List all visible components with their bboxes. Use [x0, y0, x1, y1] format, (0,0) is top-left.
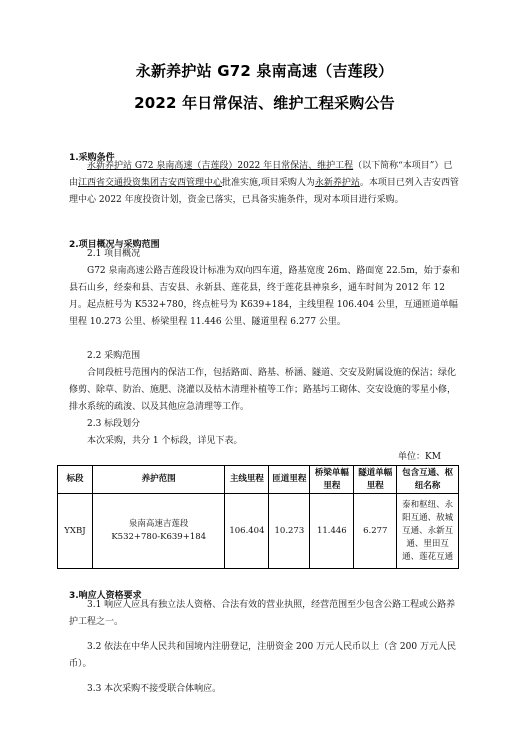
- section1-heading: 1.采购条件: [69, 153, 115, 163]
- document-title-line2: 2022 年日常保洁、维护工程采购公告: [134, 94, 395, 112]
- cell-scope-line2: K532+780-K639+184: [111, 532, 207, 542]
- table-header: 标段: [58, 466, 93, 494]
- table-header: 隧道单幅里程: [354, 466, 397, 494]
- cell-interchanges: 泰和枢纽、永阳互通、敖城互通、永新互通、里田互通、莲花互通: [397, 494, 459, 569]
- section2-heading: 2.项目概况与采购范围: [69, 240, 160, 250]
- cell-section: YXBJ: [58, 494, 93, 569]
- section2-division-text: 本次采购，共分 1 个标段，详见下表。: [87, 436, 243, 446]
- table-row: [58, 494, 459, 569]
- cell-ramp: 10.273: [269, 494, 310, 569]
- cell-bridge: 11.446: [310, 494, 354, 569]
- table-header: 桥梁单幅里程: [310, 466, 354, 494]
- section2-sub1: 2.1 项目概况: [87, 249, 141, 259]
- project-name-link: 永新养护站 G72 泉南高速（吉莲段）2022 年日常保洁、维护工程: [87, 161, 354, 171]
- section2-sub2: 2.2 采购范围: [87, 351, 141, 361]
- table-header: 包含互通、枢纽名称: [397, 466, 459, 494]
- section1-text-b: 批准实施,项目采购人为: [222, 178, 315, 188]
- cell-scope-line1: 泉南高速吉莲段: [128, 519, 189, 529]
- section3-item1: 3.1 响应人应具有独立法人资格、合法有效的营业执照，经营范围至少包含公路工程或公路养护工程之一。: [69, 600, 456, 627]
- approver-name: 江西省交通投资集团吉安西管理中心: [78, 178, 223, 188]
- section1-text-a: （以下简称“本项目”）已由: [69, 161, 453, 188]
- section3-item2: 3.2 依法在中华人民共和国境内注册登记，注册资金 200 万元人民币以上（含 200 万元人民币）。: [69, 642, 456, 669]
- section2-overview: G72 泉南高速公路吉莲段设计标准为双向四车道，路基宽度 26m、路面宽 22.5m，始于泰和县石山乡，经泰和县、吉安县、永新县、莲花县，终于莲花县神泉乡，通车时间为 2012 年 12 月。起点桩号为 K532+780，终点桩号为 K639+184，主线里程 106.404 公里，互通匝道单幅里程 10.273 公里、桥梁里程 11.446 公里、隧道里程 6.277 公里。: [69, 266, 460, 327]
- table-header: 养护范围: [92, 466, 225, 494]
- table-header: 主线里程: [225, 466, 269, 494]
- document-title-line1: 永新养护站 G72 泉南高速（吉莲段）: [135, 62, 394, 80]
- section2-sub3: 2.3 标段划分: [87, 419, 141, 429]
- section1-text-c: 。本项目已列入吉安西管理中心 2022 年度投资计划，资金已落实，已具备实施条件，现对本项目进行采购。: [69, 178, 459, 205]
- section1-paragraph: [69, 158, 461, 209]
- section3-heading: 3.响应人资格要求: [69, 591, 142, 601]
- purchaser-name: 永新养护站: [314, 178, 360, 188]
- unit-label: 单位：KM: [398, 452, 441, 462]
- bid-section-table: [57, 465, 459, 569]
- section2-scope: 合同段桩号范围内的保洁工作，包括路面、路基、桥涵、隧道、交安及附属设施的保洁；绿化修剪、除草、防治、施肥、浇灌以及枯木清理补植等工作；路基圬工砌体、交安设施的零星小修，排水系统的疏浚、以及其他应急清理等工作。: [69, 368, 457, 412]
- section3-item3: 3.3 本次采购不接受联合体响应。: [87, 684, 222, 694]
- cell-scope: [92, 494, 225, 569]
- cell-mainline: 106.404: [225, 494, 269, 569]
- cell-tunnel: 6.277: [354, 494, 397, 569]
- table-header: 匝道里程: [269, 466, 310, 494]
